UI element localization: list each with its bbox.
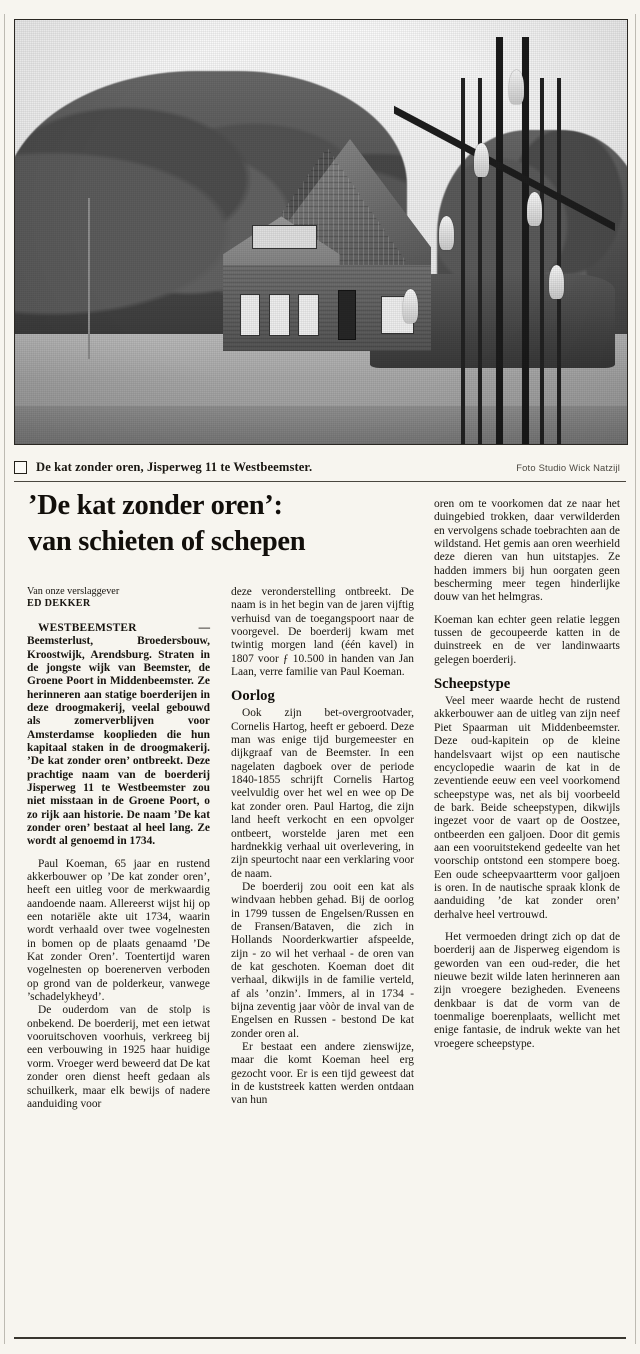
photo-gate-finial — [509, 70, 524, 104]
photo-caption-text: De kat zonder oren, Jisperweg 11 te Westbeemster. — [36, 459, 313, 474]
article-column-2 — [231, 586, 414, 1108]
dateline-dash: — — [198, 621, 210, 634]
paragraph: Veel meer waarde hecht de rustend akkerbouwer aan de uitleg van zijn neef Piet Spaarman uit Middenbeemster. Deze oud-kapitein op de kleine handelsvaart wijst op een nautische encyclopedie waarin de kat in de zeventiende eeuw een veel voorkomend scheepstype was, net als bij voorbeeld de bark. Beide scheepstypen, dikwijls ingezet voor de vaart op de Oostzee, ontbeerden een galjoen. Door dit gemis aan een vooruitstekend gedeelte van het voorschip ontstond een stompere boeg. Een oude scheepvaartterm voor galjoen is oren. In de nautische spraak klonk de aanduiding ’de kat zonder oren’ derhalve heel vertrouwd. — [434, 695, 620, 921]
photo-gate-bar — [478, 78, 482, 444]
byline-author: ED DEKKER — [27, 598, 91, 610]
photo-attic-window — [252, 225, 316, 249]
photo-gate-finial — [527, 192, 542, 226]
photo-gate-bar — [461, 78, 465, 444]
subheading-scheepstype: Scheepstype — [434, 676, 511, 693]
page-left-edge — [4, 14, 5, 1344]
photo-caption-row — [14, 452, 626, 482]
article-column-1 — [27, 586, 210, 1111]
photo-gate-bar — [540, 78, 544, 444]
headline-line-1: ’De kat zonder oren’: — [28, 490, 283, 521]
paragraph-lead — [27, 622, 210, 849]
photo-front-door — [338, 290, 357, 341]
article-photo — [14, 19, 628, 445]
article-headline — [28, 488, 410, 560]
lead-text: Beemsterlust, Broedersbouw, Kroostwijk, Arendsburg. Straten in de jongste wijk van Beemster, de Groene Poort in Middenbeemster. Ze herinneren aan statige boerderijen in deze droogmakerij, veelal gebouwd als zomerverblijven voor Amsterdamse kooplieden die hun kapitaal staken in de droogmakerij. ’De kat zonder oren’ ontbreekt. Deze prachtige naam van de boerderij Jisperweg 11 te Westbeemster zou niet misstaan in de Groene Poort, o zo rijk aan historie. De naam ’De kat zonder oren’ bestaat al heel lang. Ze wordt al genoemd in 1734. — [27, 635, 210, 848]
paragraph-continued: oren om te voorkomen dat ze naar het duingebied trokken, daar verwilderden en vervolgens schade toebrachten aan de wildstand. Het gemis aan oren weerhield deze dieren van hun uitstapjes. Ze hadden immers bij hun oorgaten geen bescherming meer tegen hinderlijke douw van het helmgras. — [434, 498, 620, 604]
photo-gate-finial — [474, 143, 489, 177]
photo-gate-finial — [549, 265, 564, 299]
photo-gate-rail — [394, 94, 614, 245]
headline-line-2: van schieten of schepen — [28, 526, 306, 557]
paragraph: Ook zijn bet-overgrootvader, Cornelis Hartog, heeft er geboerd. Deze man was enige tijd burgemeester en dijkgraaf van de Beemster. In een nagelaten dagboek over de periode 1840-1855 schrijft Cornelis Hartog veelvuldig over het wel en wee op De kat zonder oren. Paul Hartog, die zijn land heeft verkocht en een opvolger ontbeert, worstelde jaren met een hardnekkig verhaal uit overlevering, in zijn speurtocht naar een verklaring voor de naam. — [231, 707, 414, 880]
photo-scene — [15, 20, 627, 444]
paragraph: Er bestaat een andere zienswijze, maar die komt Koeman heel erg gezocht voor. Er is een tijd geweest dat in de kuststreek katten werden ontdaan van hun — [231, 1041, 414, 1107]
photo-gate-bar — [557, 78, 561, 444]
photo-flagpole — [88, 198, 90, 359]
photo-window — [269, 294, 290, 337]
byline-line-1: Van onze verslaggever — [27, 586, 120, 597]
subheading-oorlog: Oorlog — [231, 688, 275, 705]
paragraph-continued: deze veronderstelling ontbreekt. De naam is in het begin van de jaren vijftig verhuisd van de toegangspoort naar de voorgevel. De boerderij kwam met twintig morgen land (één kavel) in 1807 voor ƒ 10.500 in handen van Jan Laan, verre familie van Paul Koeman. — [231, 586, 414, 679]
caption-bullet-square-icon — [14, 461, 27, 474]
paragraph: Het vermoeden dringt zich op dat de boerderij aan de Jisperweg eigendom is geworden van een oud-reder, die het nieuwe bezit wilde laten herinneren aan zijn vroegere bezigheden. Eveneens denkbaar is dat de vorm van de toenmalige boerenplaats, wellicht met enige fantasie, de indruk wekte van het vroegere scheepstype. — [434, 930, 620, 1050]
paragraph: De ouderdom van de stolp is onbekend. De boerderij, met een ietwat vooruitschoven voorhuis, verkreeg bij een verbouwing in 1925 haar huidige vorm. Vroeger werd beweerd dat De kat zonder oren dienst heeft gedaan als schuilkerk, maar elk bewijs of nadere aanduiding voor — [27, 1004, 210, 1110]
page-bottom-rule — [14, 1337, 626, 1339]
paragraph: Koeman kan echter geen relatie leggen tussen de gecoupeerde katten in de duinstreek en de ver landinwaarts gelegen boerderij. — [434, 613, 620, 666]
paragraph: Paul Koeman, 65 jaar en rustend akkerbouwer op ’De kat zonder oren’, heeft een uitleg voor de merkwaardig aandoende naam. Allereerst wijst hij op een notariële akte uit 1734, waarin wordt verhaald over twee vogelnesten in bomen op de plaats genaamd ’De Kat zonder Oren’. Toentertijd waren vogelnesten op boerenerven verboden op grond van de polderkeur, vanwege ’schadelykheyd’. — [27, 857, 210, 1004]
photo-gate-finial — [439, 216, 454, 250]
paragraph-gap — [27, 849, 210, 858]
photo-window — [240, 294, 261, 337]
photo-credit: Foto Studio Wick Natzijl — [516, 461, 620, 473]
photo-gate-finial — [403, 289, 418, 323]
caption-divider-rule — [14, 481, 626, 482]
paragraph-gap — [434, 922, 620, 931]
photo-gate-post — [496, 37, 503, 444]
dateline: WESTBEEMSTER — [38, 621, 137, 634]
paragraph-gap — [434, 605, 620, 614]
photo-window — [298, 294, 319, 337]
byline — [27, 586, 210, 611]
photo-iron-gate — [394, 37, 614, 444]
page-right-edge — [635, 14, 636, 1344]
paragraph: De boerderij zou ooit een kat als windvaan hebben gehad. Bij de oorlog in 1799 tussen de Engelsen/Russen en de Fransen/Bataven, die zich in Hollands Noorderkwartier afspeelde, zijn - zo wil het verhaal - de oren van de kat geschoten. Koeman doet dit verhaal, dikwijls in de familie verteld, af als ’onzin’. Immers, al in 1734 - bijna zeventig jaar vòòr de inval van de Engelsen en Russen - bestond De kat zonder oren al. — [231, 880, 414, 1040]
article-column-3 — [434, 498, 620, 1051]
